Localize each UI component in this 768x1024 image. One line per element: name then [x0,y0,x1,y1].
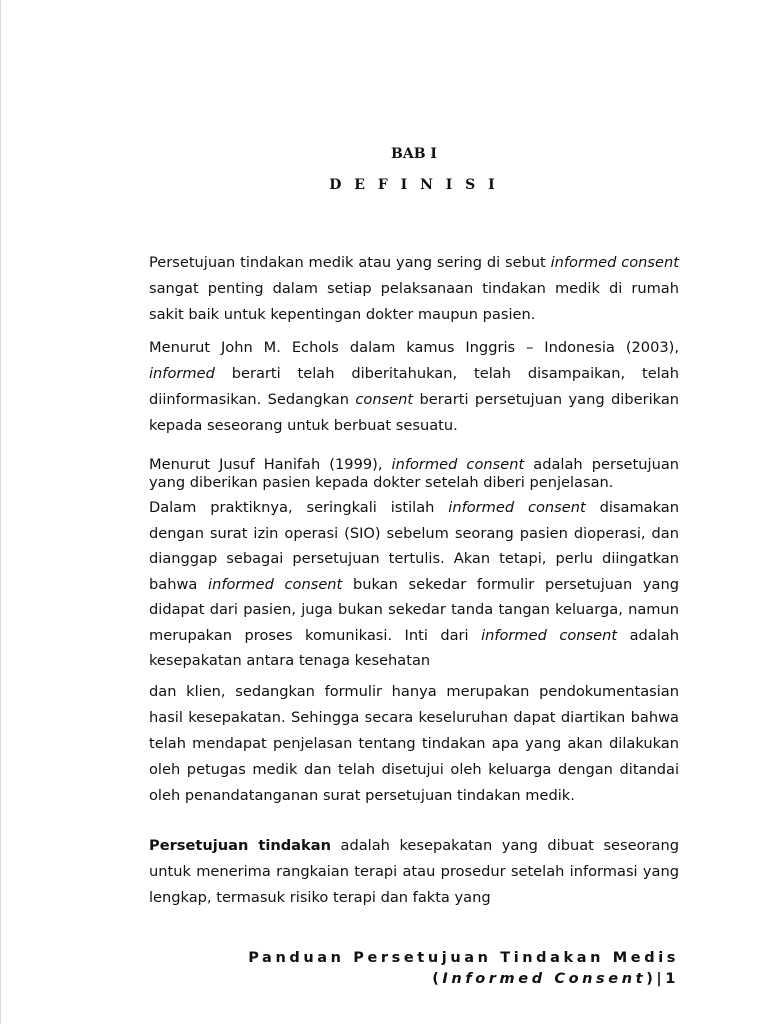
term-bold: Persetujuan tindakan [149,837,331,854]
footer-title [149,948,679,990]
footer-line-1: Panduan Persetujuan Tindakan Medis [248,950,679,966]
paragraph-practice: Dalam praktiknya, seringkali istilah informed consent disamakan dengan surat izin operasi (SIO) sebelum seorang pasien dioperasi, dan dianggap sebagai persetujuan tertulis. Akan tetapi, perlu diingatkan bahwa informed consent bukan sekedar formulir persetujuan yang didapat dari pasien, juga bukan sekedar tanda tangan keluarga, namun merupakan proses komunikasi. Inti dari informed consent adalah kesepakatan antara tenaga kesehatan [149,499,679,669]
paragraph-definition: Persetujuan tindakan adalah kesepakatan yang dibuat seseorang untuk menerima rangkaian terapi atau prosedur setelah informasi yang lengkap, termasuk risiko terapi dan fakta yang [149,837,679,906]
footer-line-2: (Informed Consent)|1 [432,971,679,987]
paragraph-hanifah: Menurut Jusuf Hanifah (1999), informed consent adalah persetujuan yang diberikan pasien kepada dokter setelah diberi penjelasan. [149,456,680,491]
paragraph-echols: Menurut John M. Echols dalam kamus Inggris – Indonesia (2003), informed berarti telah diberitahukan, telah disampaikan, telah diinformasikan. Sedangkan consent berarti persetujuan yang diberikan kepada seseorang untuk berbuat sesuatu. [149,339,680,434]
paragraph-intro: Persetujuan tindakan medik atau yang sering di sebut informed consent sangat penting dalam setiap pelaksanaan tindakan medik di rumah sakit baik untuk kepentingan dokter maupun pasien. [149,254,679,323]
chapter-title: D E F I N I S I [329,177,499,193]
chapter-heading: BAB I [391,146,437,162]
paragraph-conclusion: dan klien, sedangkan formulir hanya merupakan pendokumentasian hasil kesepakatan. Sehingga secara keseluruhan dapat diartikan bahwa telah mendapat penjelasan tentang tindakan apa yang akan dilakukan oleh petugas medik dan telah disetujui oleh keluarga dengan ditandai oleh penandatanganan surat persetujuan tindakan medik. [149,683,679,804]
page-number: )|1 [646,971,679,987]
